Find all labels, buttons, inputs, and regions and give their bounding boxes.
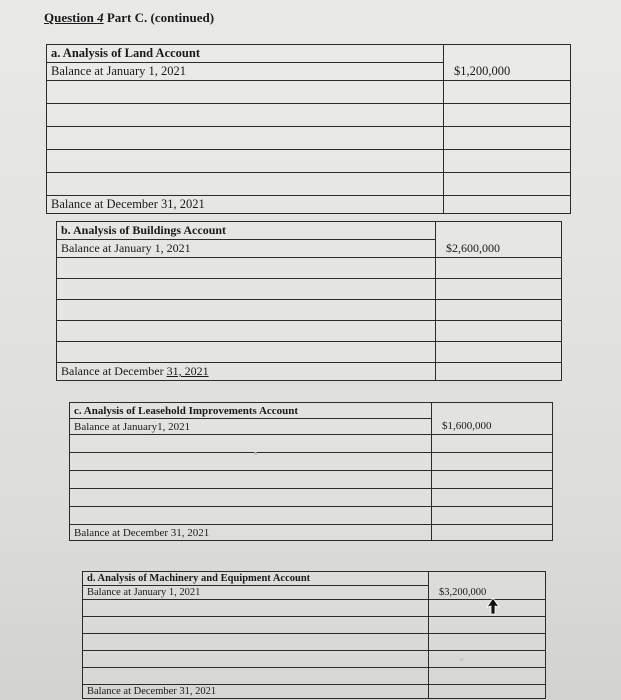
entry-amount[interactable] bbox=[436, 342, 562, 363]
land-account-table bbox=[46, 44, 571, 214]
entry-row[interactable] bbox=[57, 342, 436, 363]
entry-row[interactable] bbox=[47, 104, 444, 127]
opening-balance-amount: $3,200,000 bbox=[429, 586, 546, 600]
amount-header-cell bbox=[436, 222, 562, 240]
closing-balance-amount[interactable] bbox=[444, 196, 571, 214]
cursor-icon bbox=[486, 597, 500, 615]
table-title: d. Analysis of Machinery and Equipment Account bbox=[83, 572, 429, 586]
entry-row[interactable] bbox=[70, 507, 432, 525]
page-title bbox=[44, 10, 214, 26]
entry-amount[interactable] bbox=[436, 321, 562, 342]
entry-amount[interactable] bbox=[444, 173, 571, 196]
entry-row[interactable] bbox=[47, 127, 444, 150]
entry-row[interactable] bbox=[70, 453, 432, 471]
entry-amount[interactable] bbox=[429, 651, 546, 668]
entry-amount[interactable] bbox=[432, 489, 553, 507]
machinery-equipment-table bbox=[82, 571, 546, 699]
opening-balance-amount: $2,600,000 bbox=[436, 240, 562, 258]
entry-amount[interactable] bbox=[432, 435, 553, 453]
question-word: Question bbox=[44, 10, 94, 25]
opening-balance-label: Balance at January 1, 2021 bbox=[83, 586, 429, 600]
amount-header-cell bbox=[444, 45, 571, 63]
entry-row[interactable] bbox=[47, 81, 444, 104]
closing-balance-label: Balance at December 31, 2021 bbox=[70, 525, 432, 541]
entry-amount[interactable] bbox=[444, 127, 571, 150]
entry-amount[interactable] bbox=[432, 507, 553, 525]
closing-balance-label: Balance at December 31, 2021 bbox=[57, 363, 436, 381]
table-title: b. Analysis of Buildings Account bbox=[57, 222, 436, 240]
opening-balance-amount: $1,600,000 bbox=[432, 419, 553, 435]
opening-balance-label: Balance at January1, 2021 bbox=[70, 419, 432, 435]
entry-row[interactable] bbox=[57, 300, 436, 321]
opening-balance-label: Balance at January 1, 2021 bbox=[47, 63, 444, 81]
entry-amount[interactable] bbox=[444, 104, 571, 127]
closing-balance-amount[interactable] bbox=[436, 363, 562, 381]
entry-row[interactable] bbox=[70, 489, 432, 507]
entry-row[interactable] bbox=[57, 321, 436, 342]
entry-row[interactable] bbox=[83, 634, 429, 651]
entry-amount[interactable] bbox=[436, 258, 562, 279]
question-number: 4 bbox=[97, 10, 104, 25]
closing-balance-label: Balance at December 31, 2021 bbox=[47, 196, 444, 214]
entry-amount[interactable] bbox=[432, 453, 553, 471]
entry-row[interactable] bbox=[70, 435, 432, 453]
entry-row[interactable] bbox=[83, 668, 429, 685]
closing-balance-amount[interactable] bbox=[429, 685, 546, 699]
table-title: a. Analysis of Land Account bbox=[47, 45, 444, 63]
entry-amount[interactable] bbox=[429, 634, 546, 651]
amount-header-cell bbox=[432, 403, 553, 419]
entry-amount[interactable] bbox=[432, 471, 553, 489]
leasehold-improvements-table bbox=[69, 402, 553, 541]
entry-row[interactable] bbox=[57, 279, 436, 300]
closing-balance-amount[interactable] bbox=[432, 525, 553, 541]
part-label: Part C. (continued) bbox=[106, 10, 215, 25]
entry-amount[interactable] bbox=[436, 300, 562, 321]
entry-row[interactable] bbox=[57, 258, 436, 279]
entry-amount[interactable] bbox=[444, 150, 571, 173]
smudge-mark bbox=[460, 658, 463, 661]
table-title: c. Analysis of Leasehold Improvements Account bbox=[70, 403, 432, 419]
buildings-account-table bbox=[56, 221, 562, 381]
entry-row[interactable] bbox=[47, 173, 444, 196]
entry-amount[interactable] bbox=[429, 617, 546, 634]
entry-amount[interactable] bbox=[436, 279, 562, 300]
entry-row[interactable] bbox=[83, 600, 429, 617]
entry-row[interactable] bbox=[83, 651, 429, 668]
closing-balance-label: Balance at December 31, 2021 bbox=[83, 685, 429, 699]
entry-amount[interactable] bbox=[444, 81, 571, 104]
smudge-mark bbox=[254, 452, 257, 455]
opening-balance-amount: $1,200,000 bbox=[444, 63, 571, 81]
opening-balance-label: Balance at January 1, 2021 bbox=[57, 240, 436, 258]
entry-row[interactable] bbox=[83, 617, 429, 634]
entry-amount[interactable] bbox=[429, 668, 546, 685]
entry-row[interactable] bbox=[70, 471, 432, 489]
amount-header-cell bbox=[429, 572, 546, 586]
entry-row[interactable] bbox=[47, 150, 444, 173]
